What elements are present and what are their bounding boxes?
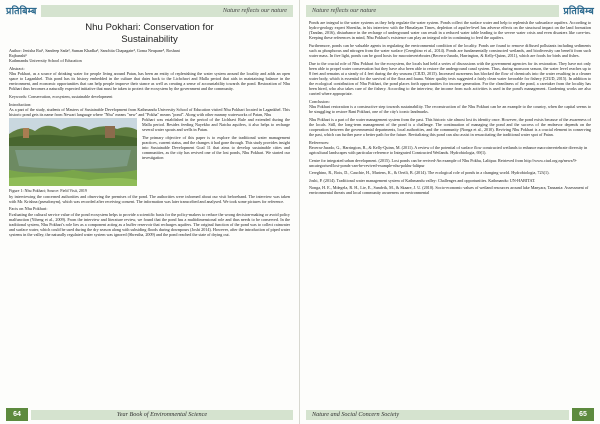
authors (9, 48, 290, 63)
left-footer (6, 408, 293, 421)
introduction-wrap2: The primary objective of this paper is to explore the traditional water management practices, current status, and the changes it had gone through. This study provides insight into Sustainable Development Goal 11 that aims to develop sustainable cities and communities, as the city has revived one of the lost ponds, Nhu Pokhari. We started our investigation (142, 135, 290, 161)
references-heading: References: (309, 140, 330, 146)
right-footer (306, 408, 594, 421)
article-title (9, 22, 290, 45)
conclusion-paragraph-1: Nhu Pokhari restoration is a constructive step towards sustainability. The reconstruction of the Nhu Pokhari can be an example to the country, when the capital seems to be struggling to restore Rani Pokhari, one of the city's iconic landmarks. (309, 104, 591, 115)
keywords: Keywords: Conservation, ecosystem, sustainable development (9, 94, 113, 100)
footer-band (31, 410, 293, 420)
reference-item: Nonga, H. E., Mdegela, R. H., Lie, E., Sandvik, M., & Skaare, J. U. (2010). Socio-economic values of wetland resources around lake Manyara, Tanzania: Assessment of environmental threats and local community awareness on environmental (309, 185, 589, 196)
figure-caption: Figure 1: Nhu Pokhari; Source: Field Visit, 2019 (9, 187, 87, 193)
pond-photo (9, 118, 137, 186)
introduction-wrap1: Pokhari was established in the period of the Lichhavi Rule and extended during the Malla period. Besides feeding Nayekho and Natcha aquifers, it also helps to recharge several water spouts and wells in Patan. (142, 117, 290, 133)
article-title-line2: Sustainability (121, 33, 178, 45)
right-page (300, 0, 600, 424)
reference-item: Centre for integrated urban development. (2015). Lost ponds can be revived-An example of Nhu Pokhu, Lalitpur. Retrieved from http://www.ciud.org.np/news/9-uncategorised/lost-ponds-can-be-revived-example-nhu-pokhu-lalitpur (309, 157, 577, 168)
article-title-line1: Nhu Pokhari: Conservation for (85, 22, 214, 33)
left-header (6, 4, 293, 17)
conclusion-heading: Conclusion: (309, 99, 330, 105)
pond-photo-illustration (9, 118, 137, 186)
conclusion-paragraph-2: Nhu Pokhari is a part of the water management system from the past. This historic site almost lost its identity once. However, the pond exists because of the awareness of the locals. Still, the long-term management of the pond is a challenge. The continuation of managing the pond and the success of the endeavor depends on the cooperation between the governmental departments, local authorities, and the community (Nonga et al., 2010). Reviving Nhu Pokhari is a crucial element in conserving the past, which can further pave a better path for the future. Revitalizing this pond can also assist in resuscitating the traditional water spot of Patan. (309, 117, 591, 138)
footer-title: Year Book of Environmental Science (116, 411, 208, 418)
introduction-heading: Introduction: (9, 101, 32, 107)
header-band (306, 5, 559, 17)
abstract-heading: Abstract: (9, 65, 25, 71)
figure-1 (9, 118, 137, 193)
footer-title: Nature and Social Concern Society (312, 411, 400, 418)
left-content (9, 20, 290, 404)
reference-item: Joshi, P. (2014). Traditional water management system of Kathmandu valley: Challenges and opportunities. Kathmandu: UN-HABITAT. (309, 177, 536, 183)
reference-item: Cereghino, R., Boix, D., Cauchie, H., Martens, K., & Oertli, B. (2014). The ecological role of ponds in a changing world. Hydrobiologia, 723(1). (309, 170, 550, 176)
abstract-text: Nhu Pokhari, as a source of drinking water for people living around Patan, has been an entity of replenishing the water system around the locality and adds an open space to Lagankhel. This pond has its history embedded in the culture that dates back to the Lichchavi and Malla period that aids in maintaining balance in the environment, and economic opportunities that can help people improve their stance as well as creating a sense of accountability towards the pond. Restoration of Nhu Pokhari thus becomes a naturally expected initiative that must be taken to protect the ecosystem by the government and the community. (9, 71, 290, 92)
magazine-logo: प्रतिबिम्ब (6, 6, 37, 17)
body-paragraph-3: Due to the crucial role of Nhu Pokhari for the ecosystem, the locals had held a series of discussions with the government agencies for its restoration. They have not only been able to propel water conservation but they have also been able to restore the underground canal system. Thus, during monsoon season, the water level reaches up to 8 feet and remains at a steady of 4 feet during the dry seasons (CIUD, 2015). Increased awareness has blocked the flow of chemicals into the water resulting in a cleaner water body, which is essential for the survival of the flora and fauna. Water quality tests suggested a fairly clean water favorable for fishery (CIUD, 2015). In addition to the ecological contribution of Nhu Pokhari, the pond places forth opportunities for income generation. For the cleanliness of the pond, a caretaker from the locality has been hired, who also takes care of the fishery. According to the interview, the income from such activities is used in the pond's management. Gardening works are also carried where appropriate. (309, 60, 591, 97)
magazine-logo: प्रतिबिम्ब (563, 6, 594, 17)
header-band (41, 5, 293, 17)
authors-line2: Rajbanshi⁶ (9, 53, 28, 59)
body-paragraph-2: Furthermore, ponds can be valuable agents in regulating the environmental condition of the locality. Ponds are found to remove diffused pollutants including sediments such as phosphorus and nitrogen from the water surface (Cereghino et al., 2014). Ponds are fundamentally constructed wetlands, and biodiversity can benefit from such water mass. In five light, ponds can be good hosts for macroinvertebrates (Becerra-Jurado, Harrington, & Kelly-Quinn, 2011), which are foods for birds and fishes. (309, 42, 591, 59)
page-number: 65 (572, 408, 594, 421)
references-list (309, 145, 591, 195)
header-tagline: Nature reflects our nature (312, 7, 377, 14)
body-paragraph-1: Ponds are integral to the water systems as they help regulate the water system. Ponds collect the surface water and help to replenish the subsurface aquifers. According to hydro-geology expert Shrestha, in his interview with the Himalayan Times, depletion of aquifer-level has adverse effects on the structural impact on the land formation (Tandan, 2016), disturbance in the recharge of underground water can result in a reduced water table leading to the severe water crisis and even disasters like cave-ins. Keeping these references in mind, Nhu Pokhari's existence can play an integral role in continuing to feed the aquifers. (309, 20, 591, 41)
facts-heading: Facts on Nhu Pokhari: (9, 206, 48, 212)
footer-band (306, 410, 569, 420)
right-content (309, 20, 591, 404)
affiliation: Kathmandu University School of Education (9, 58, 82, 64)
right-header (306, 4, 594, 17)
reference-item: Becerra-Jurado, G., Harrington, R., & Kelly-Quinn, M. (2011). A review of the potential of surface flow constructed wetlands to enhance macroinvertebrate diversity in agricultural landscapes with particular reference to Integrated Constructed Wetlands. Hydrobiologia, 69(1). (309, 145, 588, 156)
introduction-lead: As a part of the study, students of Masters of Sustainable Development from Kathmandu University School of Education visited Nhu Pokhari located in Lagankhel. This historic pond gets its name from Newari language where "Nhu" means "new" and "Pokha" means "pond". Along with other mamny waterworks of Patan, Nhu (9, 106, 290, 118)
facts-text: Evaluating the cultural service value of the pond ecosystem helps to provide a scientific basis for the policy-makers to reduce the wrong decision-making or avoid policy malfunction (Yiheng et al., 2009). From the interview and literature review, we found that the pond has a multidimensional role and thus needs to be conserved. In the traditional system, Nhu Pokhari's role lies as a component acting as a buffer reservoir that recharges aquifers. The original function of the pond was to collect rainwater and surface water, which could be used during the dry season along with subsiding floods during downpours (Joshi 2014). However, after the introduction of piped water systems in the valley, the naturally regulated water system was ignored (Shrestha, 2009) and the pond reached the state of drying out. (9, 211, 290, 237)
authors-line1: Author: Jenisha Rai¹, Sandeep Sada², Suman Khadka³, Sanchita Chapagain⁴, Goma Neupane⁵, Roshani (9, 48, 180, 53)
introduction-rest: by interviewing the concerned authorities and observing the premises of the pond. The authorities were informed about our visit beforehand. The interview was taken with Mr. Krishna (pseudonym), which was recorded after receiving consent. The information was later transcribed and analysed. We took some pictures for reference. (9, 193, 290, 204)
page-number: 64 (6, 408, 28, 421)
header-tagline: Nature reflects our nature (222, 7, 287, 14)
